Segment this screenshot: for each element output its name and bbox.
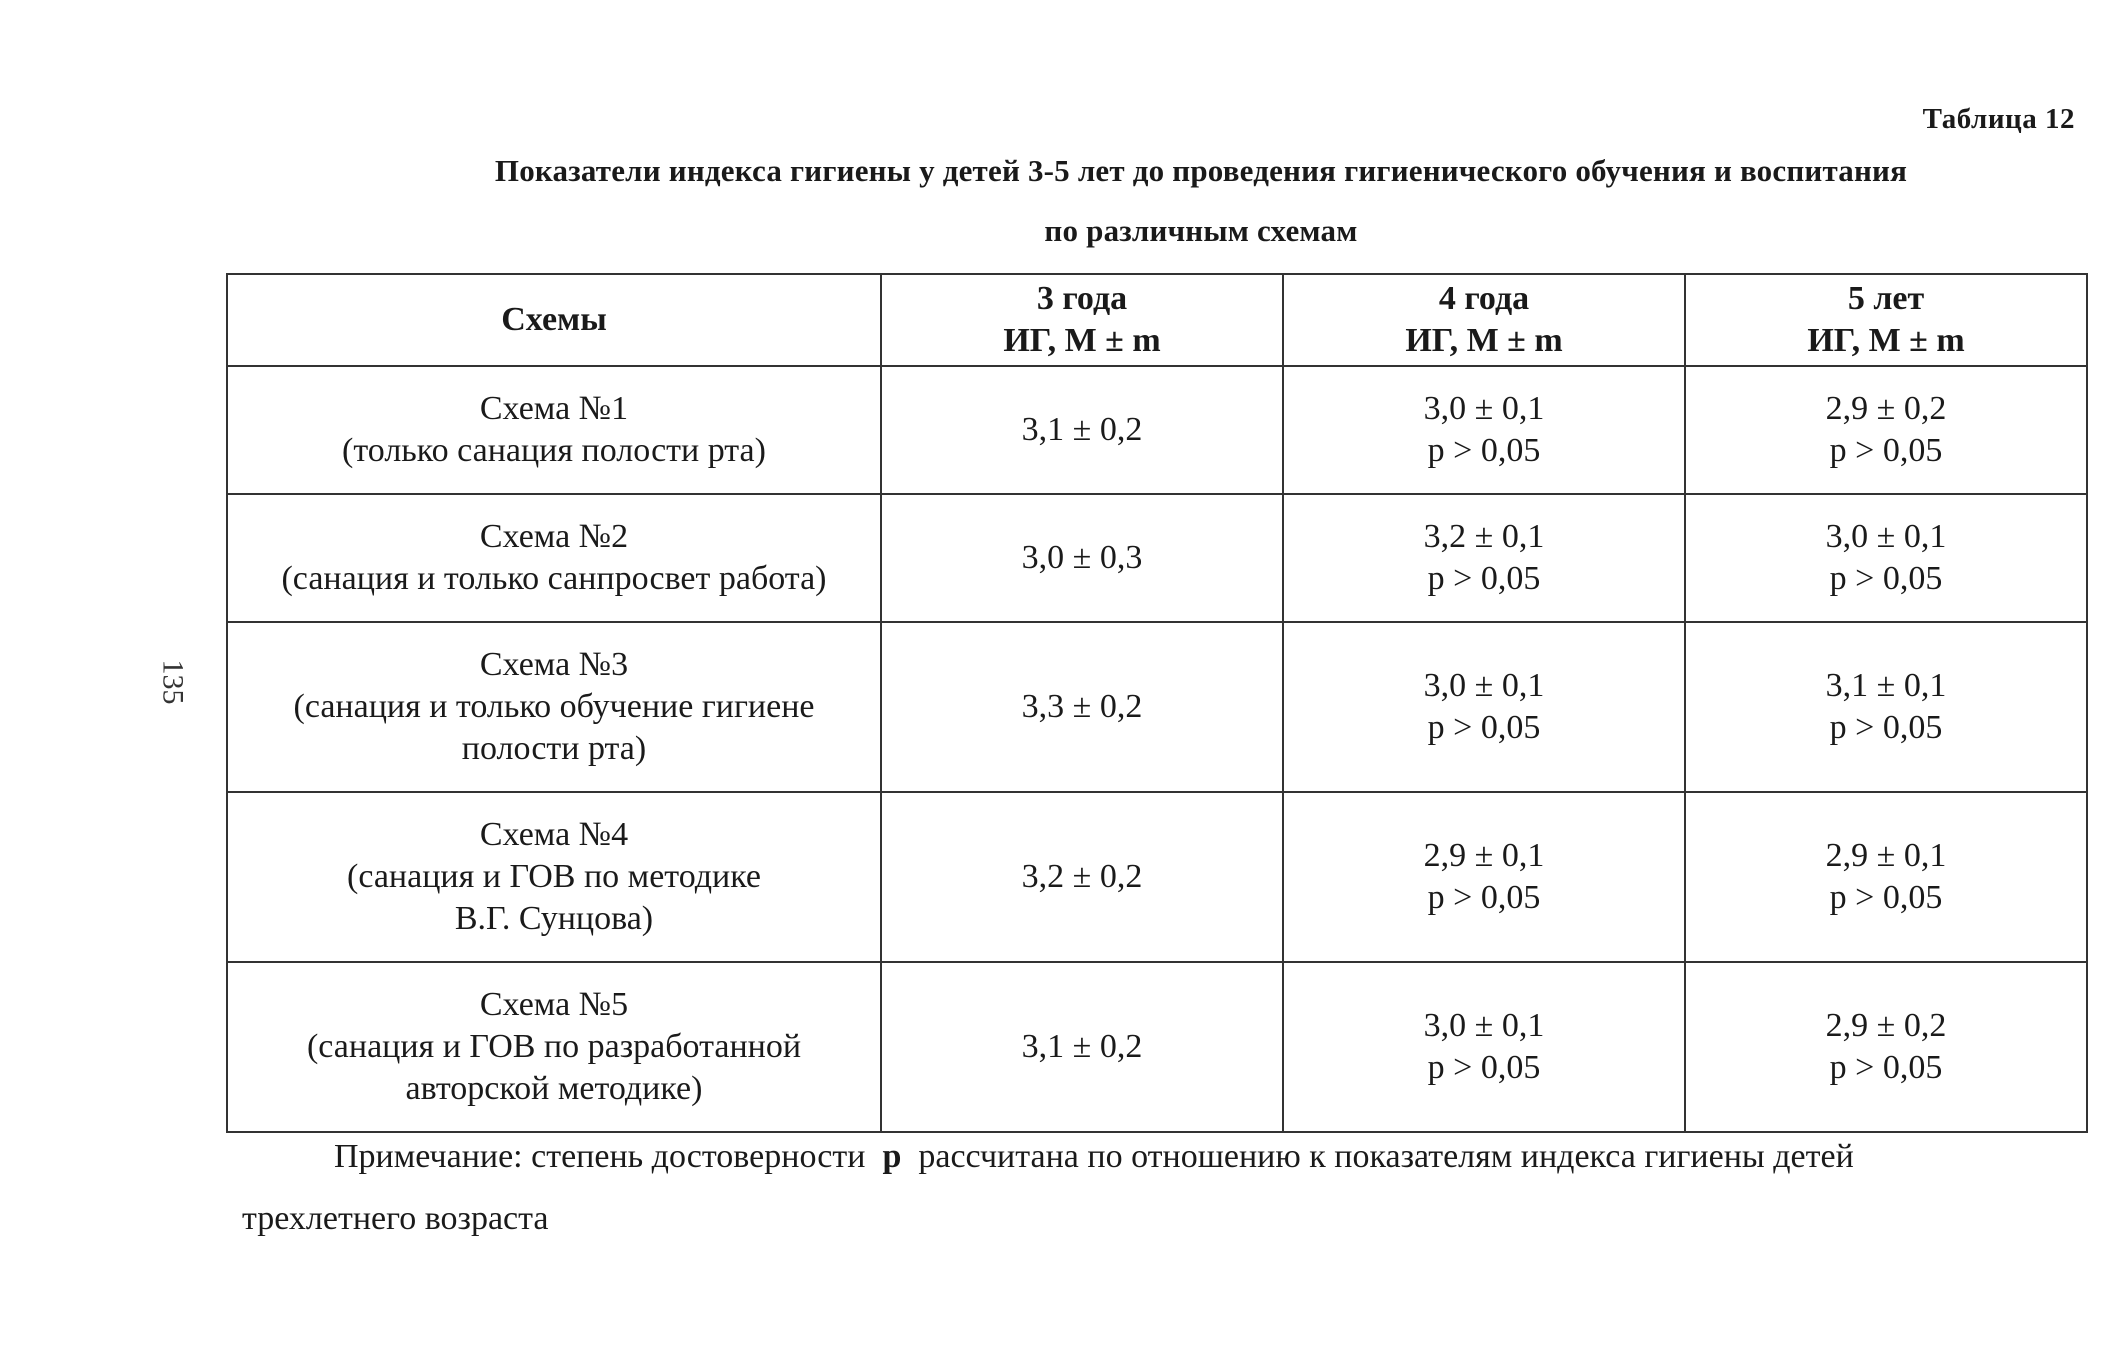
header-age-4: [1283, 274, 1685, 366]
header-age-5: [1685, 274, 2087, 366]
hygiene-index-table: [226, 273, 2088, 1133]
age5-value: 2,9 ± 0,2: [1825, 390, 1947, 427]
age5-pvalue: p > 0,05: [1829, 1049, 1943, 1086]
age4-pvalue: p > 0,05: [1427, 709, 1541, 746]
age5-cell: [1685, 622, 2087, 792]
age3-cell: [881, 792, 1283, 962]
scheme-description-cont: полости рта): [461, 730, 647, 767]
table-row: [227, 622, 2087, 792]
age4-cell: [1283, 792, 1685, 962]
table-row: [227, 366, 2087, 494]
age5-value: 3,0 ± 0,1: [1825, 518, 1947, 555]
scheme-description-cont: В.Г. Сунцова): [454, 900, 654, 937]
age5-cell: [1685, 792, 2087, 962]
scheme-title: Схема №1: [479, 390, 629, 427]
scheme-cell: [227, 494, 881, 622]
header-row: [227, 274, 2087, 366]
scheme-title: Схема №5: [479, 986, 629, 1023]
age4-cell: [1283, 366, 1685, 494]
note-p-symbol: р: [882, 1138, 902, 1175]
header-age: 4 года: [1438, 280, 1530, 317]
age3-cell: [881, 962, 1283, 1132]
age3-cell: [881, 622, 1283, 792]
age4-pvalue: p > 0,05: [1427, 879, 1541, 916]
scheme-description: (только санация полости рта): [342, 432, 766, 469]
scheme-description: (санация и ГОВ по методике: [347, 858, 761, 895]
age3-value: 3,2 ± 0,2: [1021, 858, 1143, 895]
header-metric: ИГ, М ± m: [1807, 322, 1965, 359]
age3-cell: [881, 494, 1283, 622]
note-suffix: рассчитана по отношению к показателям индекса гигиены детей: [918, 1138, 1854, 1175]
table-row: [227, 792, 2087, 962]
age5-pvalue: p > 0,05: [1829, 560, 1943, 597]
age4-value: 3,2 ± 0,1: [1423, 518, 1545, 555]
table-title-line-1: Показатели индекса гигиены у детей 3-5 лет до проведения гигиенического обучения и воспитания: [494, 153, 1908, 188]
page-number: 135: [156, 659, 190, 705]
scheme-description-cont: авторской методике): [405, 1070, 703, 1107]
scheme-title: Схема №2: [479, 518, 629, 555]
header-metric: ИГ, М ± m: [1405, 322, 1563, 359]
age3-value: 3,3 ± 0,2: [1021, 688, 1143, 725]
header-age: 3 года: [1036, 280, 1128, 317]
age4-pvalue: p > 0,05: [1427, 1049, 1541, 1086]
age4-value: 3,0 ± 0,1: [1423, 390, 1545, 427]
scheme-description: (санация и ГОВ по разработанной: [306, 1028, 802, 1065]
scheme-description: (санация и только санпросвет работа): [281, 560, 827, 597]
table-note-line-1: [334, 1138, 1854, 1176]
age5-value: 3,1 ± 0,1: [1825, 667, 1947, 704]
header-schemes: [227, 274, 881, 366]
age3-value: 3,1 ± 0,2: [1021, 411, 1143, 448]
age4-pvalue: p > 0,05: [1427, 432, 1541, 469]
note-prefix: Примечание: степень достоверности: [334, 1138, 866, 1175]
age5-cell: [1685, 366, 2087, 494]
age5-value: 2,9 ± 0,2: [1825, 1007, 1947, 1044]
age3-cell: [881, 366, 1283, 494]
age5-pvalue: p > 0,05: [1829, 879, 1943, 916]
age4-cell: [1283, 962, 1685, 1132]
scheme-cell: [227, 622, 881, 792]
scheme-cell: [227, 366, 881, 494]
scheme-cell: [227, 962, 881, 1132]
header-label: Схемы: [501, 301, 607, 338]
age5-pvalue: p > 0,05: [1829, 432, 1943, 469]
age5-value: 2,9 ± 0,1: [1825, 837, 1947, 874]
age3-value: 3,0 ± 0,3: [1021, 539, 1143, 576]
age5-cell: [1685, 962, 2087, 1132]
table-row: [227, 962, 2087, 1132]
table-row: [227, 494, 2087, 622]
age5-pvalue: p > 0,05: [1829, 709, 1943, 746]
table-title-line-2: по различным схемам: [1044, 213, 1358, 248]
age4-value: 2,9 ± 0,1: [1423, 837, 1545, 874]
age4-value: 3,0 ± 0,1: [1423, 667, 1545, 704]
age4-cell: [1283, 622, 1685, 792]
header-metric: ИГ, М ± m: [1003, 322, 1161, 359]
table-label: Таблица 12: [1922, 103, 2075, 135]
age4-value: 3,0 ± 0,1: [1423, 1007, 1545, 1044]
header-age: 5 лет: [1847, 280, 1925, 317]
age4-cell: [1283, 494, 1685, 622]
header-age-3: [881, 274, 1283, 366]
scheme-description: (санация и только обучение гигиене: [293, 688, 815, 725]
age3-value: 3,1 ± 0,2: [1021, 1028, 1143, 1065]
age5-cell: [1685, 494, 2087, 622]
age4-pvalue: p > 0,05: [1427, 560, 1541, 597]
scheme-title: Схема №3: [479, 646, 629, 683]
table-note-line-2: трехлетнего возраста: [242, 1200, 549, 1237]
scheme-cell: [227, 792, 881, 962]
scheme-title: Схема №4: [479, 816, 629, 853]
